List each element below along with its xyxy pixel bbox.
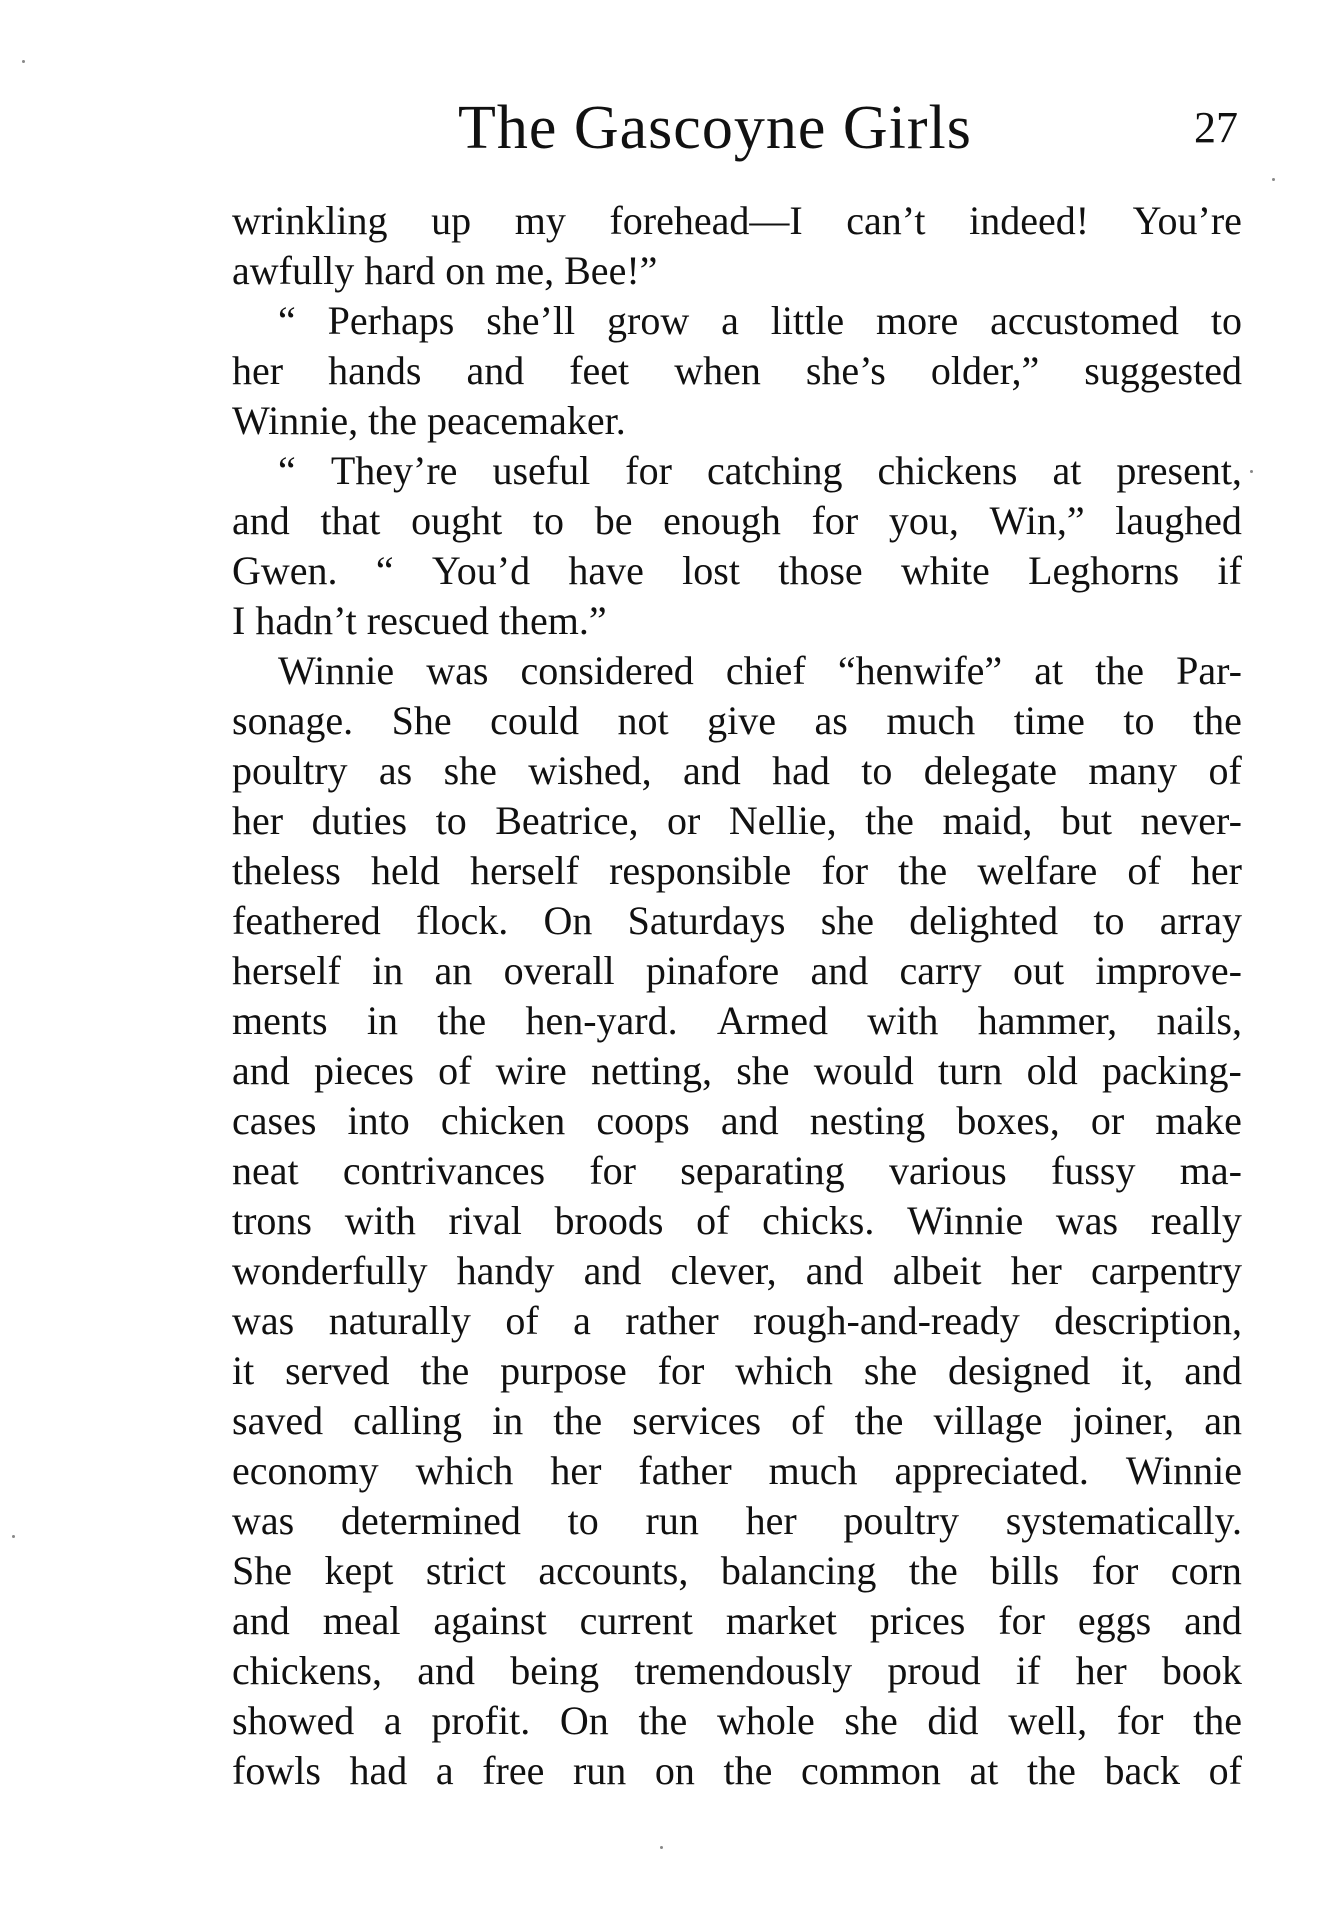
word: purpose xyxy=(500,1348,627,1393)
word: for xyxy=(1091,1548,1139,1593)
word: but xyxy=(1060,798,1113,843)
word: chicks. xyxy=(762,1198,875,1243)
word: ma- xyxy=(1179,1148,1242,1193)
word: Saturdays xyxy=(627,898,786,943)
word: flock. xyxy=(416,898,509,943)
word: hen-yard. xyxy=(525,998,678,1043)
text-line xyxy=(232,446,1242,496)
word: the xyxy=(865,798,914,843)
word: netting, xyxy=(590,1048,713,1093)
word: duties xyxy=(311,798,408,843)
word: fussy xyxy=(1051,1148,1136,1193)
word: a xyxy=(721,298,739,343)
word: wrinkling xyxy=(232,198,388,243)
word: forehead—I xyxy=(609,198,803,243)
word: profit. xyxy=(431,1698,531,1743)
word: which xyxy=(735,1348,833,1393)
word: hands xyxy=(328,348,422,393)
word: accustomed xyxy=(990,298,1179,343)
word: rival xyxy=(448,1198,522,1243)
word: prices xyxy=(869,1598,966,1643)
word: to xyxy=(861,748,893,793)
word: village xyxy=(933,1398,1043,1443)
word: for xyxy=(589,1148,636,1193)
word: and xyxy=(232,1048,290,1093)
word: was xyxy=(232,1498,295,1543)
word: with xyxy=(867,998,939,1043)
word: to xyxy=(567,1498,599,1543)
text-line xyxy=(232,1396,1242,1446)
word: Par- xyxy=(1176,648,1242,693)
word: Winnie xyxy=(1125,1448,1242,1493)
word: hammer, xyxy=(977,998,1118,1043)
word: rather xyxy=(625,1298,719,1343)
body-text xyxy=(232,196,1242,1796)
word: eggs xyxy=(1077,1598,1152,1643)
word: laughed xyxy=(1115,498,1242,543)
word: corn xyxy=(1170,1548,1242,1593)
word: sonage. xyxy=(232,698,354,743)
word: improve- xyxy=(1095,948,1242,993)
word: give xyxy=(707,698,777,743)
word: run xyxy=(645,1498,699,1543)
word: at xyxy=(1034,648,1064,693)
word: coops xyxy=(596,1098,690,1143)
word: various xyxy=(888,1148,1007,1193)
word: or xyxy=(1090,1098,1125,1143)
word: she xyxy=(863,1348,918,1393)
word: Perhaps xyxy=(327,298,455,343)
word: feathered xyxy=(232,898,381,943)
word: for xyxy=(998,1598,1045,1643)
word: carry xyxy=(899,948,982,993)
word: and xyxy=(232,498,290,543)
text-line xyxy=(232,546,1242,596)
word: overall xyxy=(503,948,615,993)
word: appreciated. xyxy=(894,1448,1089,1493)
word: chief xyxy=(725,648,806,693)
word: designed xyxy=(948,1348,1091,1393)
word: cases xyxy=(232,1098,317,1143)
word: pinafore xyxy=(645,948,780,993)
word: economy xyxy=(232,1448,379,1493)
word: at xyxy=(1052,448,1082,493)
word: in xyxy=(366,998,398,1043)
word: poultry xyxy=(843,1498,959,1543)
word: as xyxy=(814,698,848,743)
word: her xyxy=(232,798,284,843)
word: On xyxy=(559,1698,609,1743)
word: Win,” xyxy=(989,498,1085,543)
word: chicken xyxy=(440,1098,566,1143)
word: as xyxy=(378,748,413,793)
word: of xyxy=(696,1198,730,1243)
word: free xyxy=(482,1748,545,1793)
word: the xyxy=(437,998,487,1043)
word: kept xyxy=(324,1548,394,1593)
word: being xyxy=(510,1648,600,1693)
word: saved xyxy=(232,1398,324,1443)
word: make xyxy=(1155,1098,1242,1143)
word: feet xyxy=(569,348,630,393)
word: served xyxy=(285,1348,390,1393)
word: market xyxy=(725,1598,837,1643)
word: welfare xyxy=(977,848,1098,893)
word: theless xyxy=(232,848,341,893)
word: an xyxy=(1204,1398,1242,1443)
word: strict xyxy=(425,1548,506,1593)
word: much xyxy=(768,1448,858,1493)
word: Leghorns xyxy=(1028,548,1180,593)
text-line xyxy=(232,1646,1242,1696)
word: Winnie xyxy=(907,1198,1024,1243)
word: array xyxy=(1159,898,1242,943)
word: you, xyxy=(888,498,959,543)
word: of xyxy=(1127,848,1161,893)
text-line xyxy=(232,196,1242,246)
word: maid, xyxy=(942,798,1033,843)
word: herself xyxy=(470,848,579,893)
word: against xyxy=(433,1598,547,1643)
word: white xyxy=(900,548,990,593)
word: proud xyxy=(887,1648,981,1693)
word: she xyxy=(844,1698,898,1743)
word: considered xyxy=(520,648,694,693)
word: of xyxy=(1208,748,1242,793)
word: to xyxy=(1093,898,1125,943)
word: accounts, xyxy=(538,1548,689,1593)
word: the xyxy=(908,1548,958,1593)
word: on xyxy=(654,1748,695,1793)
word: They’re xyxy=(330,448,458,493)
word: lost xyxy=(682,548,740,593)
word: herself xyxy=(232,948,341,993)
text-line xyxy=(232,1246,1242,1296)
text-line xyxy=(232,496,1242,546)
word: her xyxy=(745,1498,797,1543)
word: “ xyxy=(375,548,394,593)
text-line xyxy=(232,1446,1242,1496)
word: have xyxy=(568,548,644,593)
word: of xyxy=(1208,1748,1242,1793)
word: her xyxy=(1010,1248,1062,1293)
word: chickens xyxy=(877,448,1018,493)
word: “henwife” xyxy=(837,648,1003,693)
word: bills xyxy=(990,1548,1060,1593)
word: joiner, xyxy=(1072,1398,1175,1443)
word: the xyxy=(898,848,948,893)
word: father xyxy=(638,1448,732,1493)
word: wished, xyxy=(528,748,652,793)
word: run xyxy=(572,1748,627,1793)
word: her xyxy=(1075,1648,1127,1693)
word: many xyxy=(1088,748,1178,793)
word: well, xyxy=(1008,1698,1088,1743)
word: a xyxy=(435,1748,454,1793)
word: could xyxy=(490,698,579,743)
word: responsible xyxy=(609,848,792,893)
word: never- xyxy=(1140,798,1242,843)
word: balancing xyxy=(720,1548,877,1593)
text-line: Winnie, the peacemaker. xyxy=(232,398,626,443)
text-line xyxy=(232,746,1242,796)
word: Gwen. xyxy=(232,548,338,593)
word: of xyxy=(438,1048,472,1093)
word: she’s xyxy=(805,348,886,393)
word: broods xyxy=(554,1198,664,1243)
word: the xyxy=(854,1398,904,1443)
word: nails, xyxy=(1156,998,1242,1043)
scan-speck xyxy=(1272,178,1275,181)
word: determined xyxy=(340,1498,521,1543)
word: systematically. xyxy=(1005,1498,1242,1543)
word: a xyxy=(573,1298,591,1343)
word: albeit xyxy=(892,1248,982,1293)
word: an xyxy=(434,948,473,993)
word: the xyxy=(1193,1698,1242,1743)
word: She xyxy=(391,698,452,743)
word: it, xyxy=(1121,1348,1154,1393)
word: or xyxy=(667,798,701,843)
word: showed xyxy=(232,1698,355,1743)
word: if xyxy=(1217,548,1242,593)
word: her xyxy=(1190,848,1242,893)
word: and xyxy=(720,1098,779,1143)
word: indeed! xyxy=(969,198,1090,243)
word: chickens, xyxy=(232,1648,382,1693)
word: and xyxy=(466,348,525,393)
word: the xyxy=(638,1698,688,1743)
word: “ xyxy=(278,298,296,343)
word: was xyxy=(1055,1198,1119,1243)
word: and xyxy=(583,1248,642,1293)
word: be xyxy=(594,498,633,543)
word: enough xyxy=(663,498,781,543)
word: she xyxy=(736,1048,790,1093)
word: packing- xyxy=(1101,1048,1242,1093)
word: which xyxy=(415,1448,514,1493)
word: and xyxy=(1184,1598,1242,1643)
text-line xyxy=(232,1746,1242,1796)
word: fowls xyxy=(232,1748,321,1793)
text-line xyxy=(232,296,1242,346)
word: more xyxy=(876,298,959,343)
word: with xyxy=(344,1198,416,1243)
text-line xyxy=(232,846,1242,896)
word: description, xyxy=(1054,1298,1242,1343)
text-line xyxy=(232,1296,1242,1346)
word: book xyxy=(1161,1648,1242,1693)
word: current xyxy=(579,1598,693,1643)
text-line xyxy=(232,1096,1242,1146)
text-line: awfully hard on me, Bee!” xyxy=(232,248,658,293)
word: contrivances xyxy=(342,1148,546,1193)
word: to xyxy=(1210,298,1242,343)
word: naturally xyxy=(328,1298,471,1343)
word: services xyxy=(632,1398,762,1443)
word: Beatrice, xyxy=(495,798,639,843)
word: common xyxy=(800,1748,941,1793)
word: for xyxy=(811,498,859,543)
word: for xyxy=(821,848,869,893)
word: had xyxy=(772,748,830,793)
word: can’t xyxy=(846,198,926,243)
page-title: The Gascoyne Girls xyxy=(458,94,972,162)
word: in xyxy=(372,948,404,993)
text-line xyxy=(232,796,1242,846)
text-line xyxy=(232,946,1242,996)
text-line xyxy=(232,1346,1242,1396)
word: older,” xyxy=(930,348,1040,393)
word: and xyxy=(682,748,741,793)
word: the xyxy=(420,1348,470,1393)
word: the xyxy=(553,1398,603,1443)
word: trons xyxy=(232,1198,312,1243)
scan-speck xyxy=(660,1846,663,1849)
word: suggested xyxy=(1084,348,1242,393)
text-line xyxy=(232,646,1242,696)
word: to xyxy=(435,798,467,843)
scan-speck xyxy=(12,1535,15,1538)
word: turn xyxy=(937,1048,1003,1093)
text-line xyxy=(232,896,1242,946)
word: nesting xyxy=(809,1098,926,1143)
word: she’ll xyxy=(486,298,576,343)
word: not xyxy=(617,698,669,743)
word: present, xyxy=(1116,448,1242,493)
word: held xyxy=(371,848,440,893)
word: neat xyxy=(232,1148,299,1193)
word: You’d xyxy=(431,548,531,593)
word: if xyxy=(1015,1648,1041,1693)
word: into xyxy=(347,1098,410,1143)
word: and xyxy=(810,948,869,993)
text-line xyxy=(232,696,1242,746)
word: and xyxy=(805,1248,864,1293)
word: calling xyxy=(353,1398,463,1443)
word: she xyxy=(443,748,497,793)
word: at xyxy=(969,1748,999,1793)
word: grow xyxy=(607,298,690,343)
text-line xyxy=(232,1146,1242,1196)
word: was xyxy=(426,648,489,693)
text-line xyxy=(232,346,1242,396)
word: rough-and-ready xyxy=(753,1298,1020,1343)
word: Armed xyxy=(716,998,828,1043)
scan-speck xyxy=(1250,470,1253,473)
word: ought xyxy=(411,498,503,543)
word: little xyxy=(770,298,845,343)
word: tremendously xyxy=(634,1648,853,1693)
scan-speck xyxy=(22,60,25,63)
word: meal xyxy=(322,1598,401,1643)
word: the xyxy=(1193,698,1242,743)
word: up xyxy=(431,198,472,243)
word: delighted xyxy=(909,898,1059,943)
word: back xyxy=(1104,1748,1180,1793)
word: and xyxy=(232,1598,290,1643)
word: poultry xyxy=(232,748,348,793)
word: out xyxy=(1012,948,1065,993)
text-line: I hadn’t rescued them.” xyxy=(232,598,607,643)
text-line xyxy=(232,1696,1242,1746)
word: for xyxy=(1116,1698,1164,1743)
word: the xyxy=(723,1748,773,1793)
word: really xyxy=(1150,1198,1242,1243)
text-line xyxy=(232,1196,1242,1246)
word: was xyxy=(232,1298,295,1343)
text-line xyxy=(232,1496,1242,1546)
running-head xyxy=(232,88,1242,168)
word: to xyxy=(532,498,565,543)
word: useful xyxy=(492,448,591,493)
word: On xyxy=(543,898,593,943)
word: of xyxy=(791,1398,825,1443)
word: wonderfully xyxy=(232,1248,428,1293)
word: to xyxy=(1123,698,1155,743)
word: separating xyxy=(680,1148,845,1193)
word: carpentry xyxy=(1090,1248,1242,1293)
word: the xyxy=(1095,648,1145,693)
word: old xyxy=(1026,1048,1078,1093)
word: would xyxy=(813,1048,914,1093)
word: her xyxy=(550,1448,602,1493)
word: wire xyxy=(495,1048,567,1093)
word: that xyxy=(320,498,381,543)
word: Winnie xyxy=(278,648,395,693)
word: of xyxy=(505,1298,539,1343)
word: time xyxy=(1013,698,1085,743)
word: it xyxy=(232,1348,255,1393)
word: those xyxy=(778,548,863,593)
word: she xyxy=(820,898,875,943)
word: and xyxy=(1184,1348,1242,1393)
text-line xyxy=(232,996,1242,1046)
word: when xyxy=(674,348,761,393)
word: for xyxy=(625,448,672,493)
word: boxes, xyxy=(956,1098,1060,1143)
word: handy xyxy=(456,1248,555,1293)
word: the xyxy=(1026,1748,1076,1793)
word: had xyxy=(349,1748,408,1793)
word: delegate xyxy=(923,748,1057,793)
word: in xyxy=(492,1398,524,1443)
word: ments xyxy=(232,998,328,1043)
word: did xyxy=(927,1698,979,1743)
word: and xyxy=(417,1648,475,1693)
page-number: 27 xyxy=(1194,103,1238,152)
word: You’re xyxy=(1132,198,1242,243)
word: her xyxy=(232,348,284,393)
word: much xyxy=(886,698,976,743)
word: whole xyxy=(716,1698,815,1743)
word: a xyxy=(383,1698,402,1743)
word: for xyxy=(657,1348,705,1393)
text-line xyxy=(232,1596,1242,1646)
word: my xyxy=(514,198,566,243)
word: pieces xyxy=(313,1048,414,1093)
text-line xyxy=(232,1546,1242,1596)
text-line xyxy=(232,1046,1242,1096)
word: “ xyxy=(278,448,296,493)
word: Nellie, xyxy=(728,798,837,843)
word: catching xyxy=(706,448,843,493)
word: She xyxy=(232,1548,292,1593)
word: clever, xyxy=(670,1248,777,1293)
